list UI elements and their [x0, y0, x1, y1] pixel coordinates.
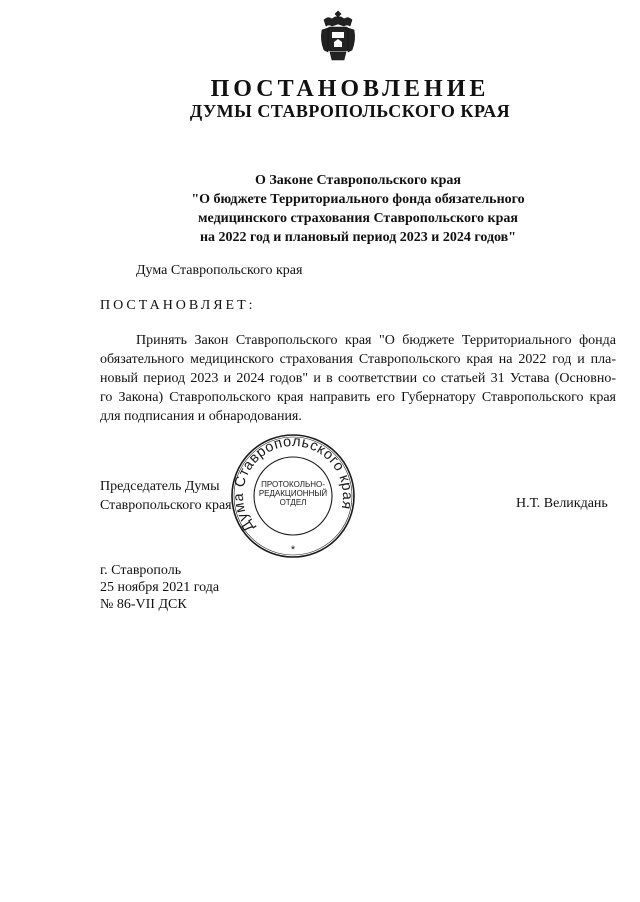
stamp-ring-text: Дума Ставропольского края [230, 433, 356, 535]
subject-line: медицинского страхования Ставропольского края [198, 211, 518, 226]
paragraph-line: Принять Закон Ставропольского края "О бюджете Территориального фонда [136, 333, 616, 348]
official-stamp [228, 433, 358, 558]
issue-city: г. Ставрополь [100, 563, 182, 578]
document-title: ПОСТАНОВЛЕНИЕ [210, 76, 490, 102]
paragraph-line: новый период 2023 и 2024 годов" и в соответствии со статьей 31 Устава (Основно- [100, 371, 616, 386]
signatory-position-line: Председатель Думы [100, 479, 220, 494]
subject-line: О Законе Ставропольского края [255, 173, 461, 188]
paragraph-line: для подписания и обнародования. [100, 409, 302, 424]
stamp-star: * [290, 544, 296, 556]
subject-line: на 2022 год и плановый период 2023 и 2024 годов" [199, 230, 517, 245]
subject-line: "О бюджете Территориального фонда обязательного [191, 192, 525, 207]
coat-of-arms-icon [318, 8, 358, 66]
document-subtitle: ДУМЫ СТАВРОПОЛЬСКОГО КРАЯ [189, 101, 511, 121]
issue-date: 25 ноября 2021 года [100, 580, 220, 595]
stamp-center-line: ПРОТОКОЛЬНО- [261, 480, 325, 489]
paragraph-line: го Закона) Ставропольского края направить его Губернатору Ставропольского края [100, 390, 616, 405]
signatory-position-line: Ставропольского края [100, 498, 232, 513]
signatory-position [100, 477, 232, 515]
signatory-name: Н.Т. Великдань [516, 496, 608, 511]
stamp-center-line: РЕДАКЦИОННЫЙ [258, 489, 328, 498]
document-subject [0, 171, 640, 247]
resolution-word: ПОСТАНОВЛЯЕТ: [100, 298, 256, 313]
document-number: № 86-VII ДСК [100, 597, 187, 612]
resolution-paragraph [100, 331, 616, 426]
document-footer [100, 562, 219, 613]
stamp-center-line: ОТДЕЛ [279, 498, 307, 507]
paragraph-line: обязательного медицинского страхования Ставропольского края на 2022 год и пла- [100, 352, 616, 367]
issuing-body: Дума Ставропольского края [136, 263, 303, 278]
